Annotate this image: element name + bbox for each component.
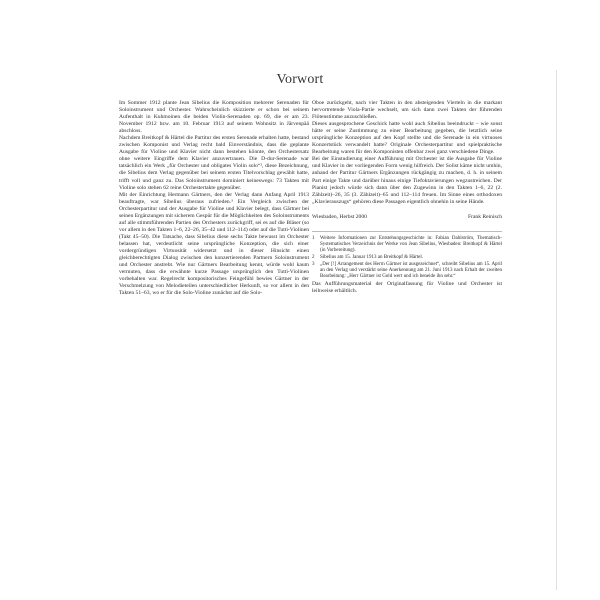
- footnote-text: Weitere Informationen zur Entstehungsgeschichte in: Fabian Dahlström, Thematisch-Systematisches Verzeichnis der Werke von Jean Sibelius, Wiesbaden: Breitkopf & Härtel (in Vorbereitung).: [320, 235, 502, 253]
- footnotes: [312, 231, 502, 281]
- paragraph: Mit der Einrichtung Hermann Gärtners, den der Verlag dann Anfang April 1913 beauftragte, war Sibelius überaus zufrieden.³ Ein Vergleich zwischen der Orchesterpartitur und der Ausgabe für Violine und Klavier belegt, dass Gärtner bei seinen Ergänzungen mit sicherem Gespür für die Möglichkeiten des Soloinstruments auf alle stimmführenden Partien des Orchesters zurückgriff, sei es auf die Bläser (so vor allem in den Takten 1–6, 22–26, 35–42 und 112–114) oder auf die Tutti-Violinen (Takt 45–50). Die Tatsache, dass Sibelius diese sechs Takte bewusst im Orchester belassen hat, verdeutlicht seine ursprüngliche Konzeption, die sich einer vordergründigen Virtuosität widersetzt und in dieser Hinsicht einen gleichberechtigten Dialog zwischen den konzertierenden Partnern Soloinstrument und Orchester anstrebt. Wie nur Gärtners Bearbeitung kennt, würde wohl kaum vermuten, dass die erwähnte kurze Passage ursprünglich den Tutti-Violinen vorbehalten war. Regelrecht kompositorisches Feingefühl bewies Gärtner in der Verschmelzung von Melodieteilen unterschiedlicher Herkunft, so vor allem in den Takten 51–63, wo er für die Solo-Violine zunächst auf die Solo-: [119, 191, 309, 297]
- left-column: [119, 100, 309, 297]
- paragraph: Oboe zurückgeht, nach vier Takten in den absteigenden Vierteln in die markant hervortretende Viola-Partie wechselt, um sich dann zwei Takten der führenden Flötenstimme anzuschließen.: [312, 100, 502, 121]
- paragraph: Dieses ausgesprochene Geschick hatte wohl auch Sibelius beeindruckt – wie sonst hätte er seine Zustimmung zu einer Bearbeitung gegeben, die letztlich seine ursprüngliche Konzeption auf den Kopf stellte und die Serenade in ein virtuoses Konzertstück verwandelt hatte? Originale Orchesterpartitur und spielpraktische Bearbeitung waren für den Komponisten offenbar zwei ganz verschiedene Dinge.: [312, 121, 502, 156]
- footnote: [312, 236, 502, 254]
- page-edge-divider: [556, 70, 557, 590]
- page-title: Vorwort: [276, 72, 324, 87]
- paragraph: Im Sommer 1912 plante Jean Sibelius die Komposition mehrerer Serenaden für Soloinstrument und Orchester. Wahrscheinlich skizzierte er schon bei seinem Aufenthalt in Kuhmoinen die beiden Violin-Serenaden op. 69, die er am 23. November 1912 bzw. am 10. Februar 1913 auf seinem Wohnsitz in Järvenpää abschloss.: [119, 100, 309, 135]
- author-name: Frank Reinisch: [467, 213, 502, 220]
- footnote-number: 3: [312, 262, 315, 268]
- right-column: [312, 100, 502, 296]
- paragraph: Bei der Einstudierung einer Aufführung mit Orchester ist die Ausgabe für Violine und Klavier in der vorliegenden Form wenig hilfreich. Der Solist käme nicht umhin, anhand der Partitur Gärtners Ergänzungen rückgängig zu machen, d. h. in seinem Part einige Takte und darüber hinaus einige Tiefoktavierungen wegzustreichen. Der Pianist jedoch würde sich dann über den Zugewinn in den Takten 1–6, 22 (2. Zählzeit)–26, 35 (3. Zählzeit)–65 und 112–114 freuen. Im Sinne eines orthodoxen „Klavierauszugs“ gehören diese Passagen eigentlich ohnehin in seine Hände.: [312, 156, 502, 205]
- footnote: [312, 255, 502, 261]
- footnote-number: 2: [312, 255, 315, 261]
- place-date: Wiesbaden, Herbst 2000: [312, 213, 367, 220]
- signature-line: [312, 214, 502, 221]
- footnote-number: 1: [312, 235, 315, 241]
- footnote: [312, 262, 502, 280]
- paragraph: Nachdem Breitkopf & Härtel die Partitur des ersten Serenade erhalten hatte, bestand zwischen Komponist und Verlag recht bald Einverständnis, dass die geplante Ausgabe für Violine und Klavier nicht dann bestehen könnte, den Orchestersatz ohne weitere Eingriffe dem Klavier anzuvertrauen. Die D-dur-Serenade war tatsächlich ein Werk „für Orchester und obligates Violin solo“², diese Bezeichnung, die Sibelius dem Verlag gegenüber bei seinem ersten Titelvorschlag gewählt hatte, trifft voll und ganz zu. Das Soloinstrument dominiert keineswegs: 73 Takten mit Violine solo stehen 62 reine Orchestertakte gegenüber.: [119, 135, 309, 191]
- footnote-text: Sibelius am 15. Januar 1913 an Breitkopf & Härtel.: [320, 255, 424, 261]
- footnote-text: „Der [!] Arrangement des Herrn Gärtner ist ausgezeichnet“, schreibt Sibelius am 15. April an den Verlag und verstärkt seine Anerkennung am 21. Juni 1913 nach Erhalt der zweiten Bearbeitung: „Herr Gärtner ist Gold wert und ich beneide ihn sehr.“: [320, 262, 502, 280]
- closing-note: Das Aufführungsmaterial der Originalfassung für Violine und Orchester ist leihweise erhältlich.: [312, 281, 502, 295]
